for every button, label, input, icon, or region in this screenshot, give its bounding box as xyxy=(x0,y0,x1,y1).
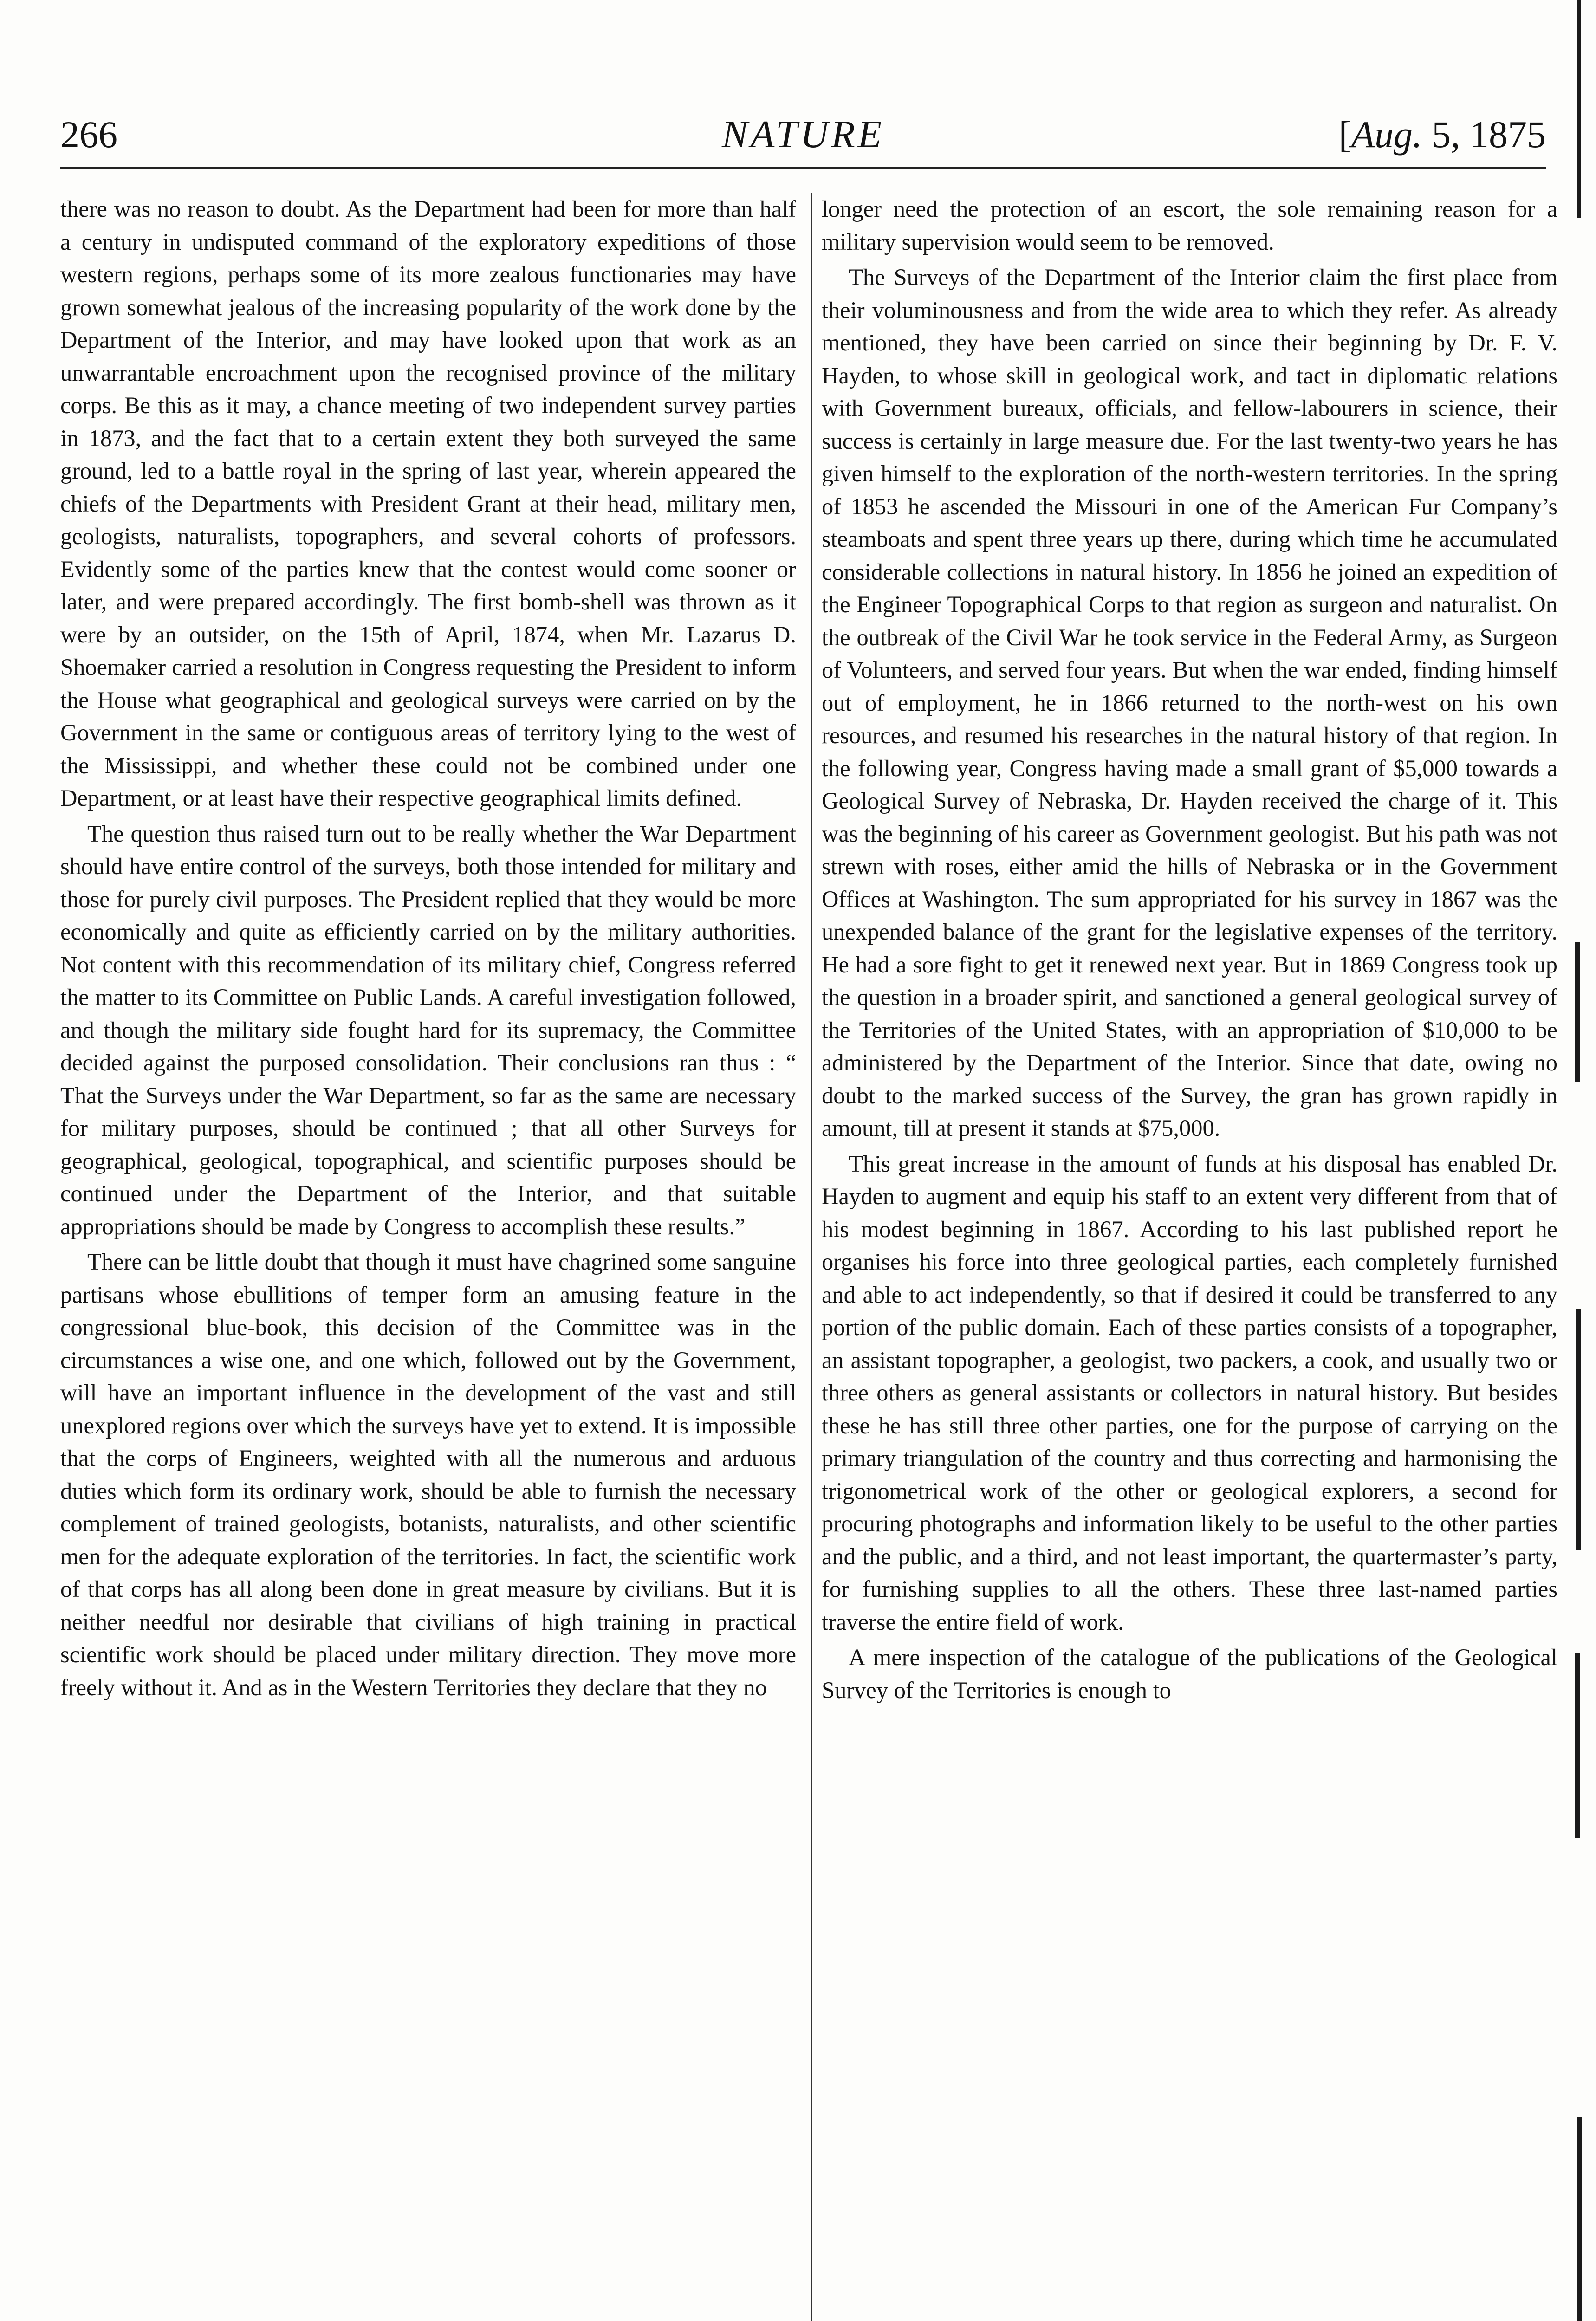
header-rule xyxy=(60,167,1546,169)
paragraph: A mere inspection of the catalogue of the publications of the Geological Survey of the Territories is enough to xyxy=(822,1644,1557,1703)
issue-date xyxy=(1339,111,1546,158)
paragraph: This great increase in the amount of funds at his disposal has enabled Dr. Hayden to augment and equip his staff to an extent very different from that of his modest beginning in 1867. According to his last published report he organises his force into three geological parties, each completely furnished and able to act independently, so that if desired it could be transferred to any portion of the public domain. Each of these parties consists of a topographer, an assistant topographer, a geologist, two packers, a cook, and usually two or three others as general assistants or collectors in natural history. But besides these he has still three other parties, one for the purpose of carrying on the primary triangulation of the country and thus correcting and harmonising the trigonometrical work of the other or geological explorers, a second for procuring photographs and information likely to be useful to the other parties and the public, and a third, and not least important, the quartermaster’s party, for furnishing supplies to all the others. These three last-named parties traverse the entire field of work. xyxy=(822,1150,1557,1635)
running-header xyxy=(60,111,1546,176)
scan-edge-mark xyxy=(1577,2117,1582,2321)
right-column xyxy=(822,193,1557,2321)
column-divider xyxy=(811,193,812,2321)
paragraph: There can be little doubt that though it must have chagrined some sanguine partisans whose ebullitions of temper form an amusing feature in the congressional blue-book, this decision of the Committee was in the circumstances a wise one, and one which, followed out by the Government, will have an important influence in the development of the vast and still unexplored regions over which the surveys have yet to extend. It is impossible that the corps of Engineers, weighted with all the numerous and arduous duties which form its ordinary work, should be able to furnish the necessary complement of trained geologists, botanists, naturalists, and other scientific men for the adequate exploration of the territories. In fact, the scientific work of that corps has all along been done in great measure by civilians. But it is neither needful nor desirable that civilians of high training in practical scientific work should be placed under military direction. They move more freely without it. And as in the Western Territories they declare that they no xyxy=(60,1249,796,1700)
scan-edge-mark xyxy=(1577,0,1581,218)
paragraph-continued: there was no reason to doubt. As the Department had been for more than half a century in undisputed command of the exploratory expeditions of those western regions, perhaps some of its more zealous functionaries may have grown somewhat jealous of the increasing popularity of the work done by the Department of the Interior, and may have looked upon that work as an unwarrantable encroachment upon the recognised province of the military corps. Be this as it may, a chance meeting of two independent survey parties in 1873, and the fact that to a certain extent they both surveyed the same ground, led to a battle royal in the spring of last year, wherein appeared the chiefs of the Departments with President Grant at their head, military men, geologists, naturalists, topographers, and several cohorts of professors. Evidently some of the parties knew that the contest would come sooner or later, and were prepared accordingly. The first bomb-shell was thrown as it were by an outsider, on the 15th of April, 1874, when Mr. Lazarus D. Shoemaker carried a resolution in Congress requesting the President to inform the House what geographical and geological surveys were carried on by the Government in the same or contiguous areas of territory lying to the west of the Mississippi, and whether these could not be combined under one Department, or at least have their respective geographical limits defined. xyxy=(60,196,796,811)
date-month: Aug. xyxy=(1351,113,1422,156)
scan-edge-mark xyxy=(1576,1309,1581,1550)
scan-edge-mark xyxy=(1575,1653,1580,1838)
paragraph-continued: longer need the protection of an escort, the sole remaining reason for a military supervision would seem to be removed. xyxy=(822,196,1557,255)
journal-title: NATURE xyxy=(721,113,885,156)
page-number: 266 xyxy=(60,113,117,156)
paragraph: The question thus raised turn out to be really whether the War Department should have entire control of the surveys, both those intended for military and those for purely civil purposes. The President replied that they would be more economically and quite as efficiently carried on by the military authorities. Not content with this recommendation of its military chief, Congress referred the matter to its Committee on Public Lands. A careful investigation followed, and though the military side fought hard for its supremacy, the Committee decided against the purposed consolidation. Their conclusions ran thus : “ That the Surveys under the War Department, so far as the same are necessary for military purposes, should be continued ; that all other Surveys for geographical, geological, topographical, and scientific purposes should be continued under the Department of the Interior, and that suitable appropriations should be made by Congress to accomplish these results.” xyxy=(60,820,796,1239)
date-bracket: [ xyxy=(1338,113,1351,156)
date-day-year: 5, 1875 xyxy=(1432,113,1546,156)
paragraph: The Surveys of the Department of the Interior claim the first place from their voluminousness and from the wide area to which they refer. As already mentioned, they have been carried on since their beginning by Dr. F. V. Hayden, to whose skill in geological work, and tact in diplomatic relations with Government bureaux, officials, and fellow-labourers in science, their success is certainly in large measure due. For the last twenty-two years he has given himself to the exploration of the north-western territories. In the spring of 1853 he ascended the Missouri in one of the American Fur Company’s steamboats and spent three years up there, during which time he accumulated considerable collections in natural history. In 1856 he joined an expedition of the Engineer Topographical Corps to that region as surgeon and naturalist. On the outbreak of the Civil War he took service in the Federal Army, as Surgeon of Volunteers, and served four years. But when the war ended, finding himself out of employment, he in 1866 returned to the north-west on his own resources, and resumed his researches in the natural history of that region. In the following year, Congress having made a small grant of $5,000 towards a Geological Survey of Nebraska, Dr. Hayden received the charge of it. This was the beginning of his career as Government geologist. But his path was not strewn with roses, either amid the hills of Nebraska or in the Government Offices at Washington. The sum appropriated for his survey in 1867 was the unexpended balance of the grant for the legislative expenses of the territory. He had a sore fight to get it renewed next year. But in 1869 Congress took up the question in a broader spirit, and sanctioned a general geological survey of the Territories of the United States, with an appropriation of $10,000 to be administered by the Department of the Interior. Since that date, owing no doubt to the marked success of the Survey, the gran has grown rapidly in amount, till at present it stands at $75,000. xyxy=(822,264,1557,1141)
scan-edge-mark xyxy=(1575,942,1580,1082)
left-column xyxy=(60,193,796,2321)
